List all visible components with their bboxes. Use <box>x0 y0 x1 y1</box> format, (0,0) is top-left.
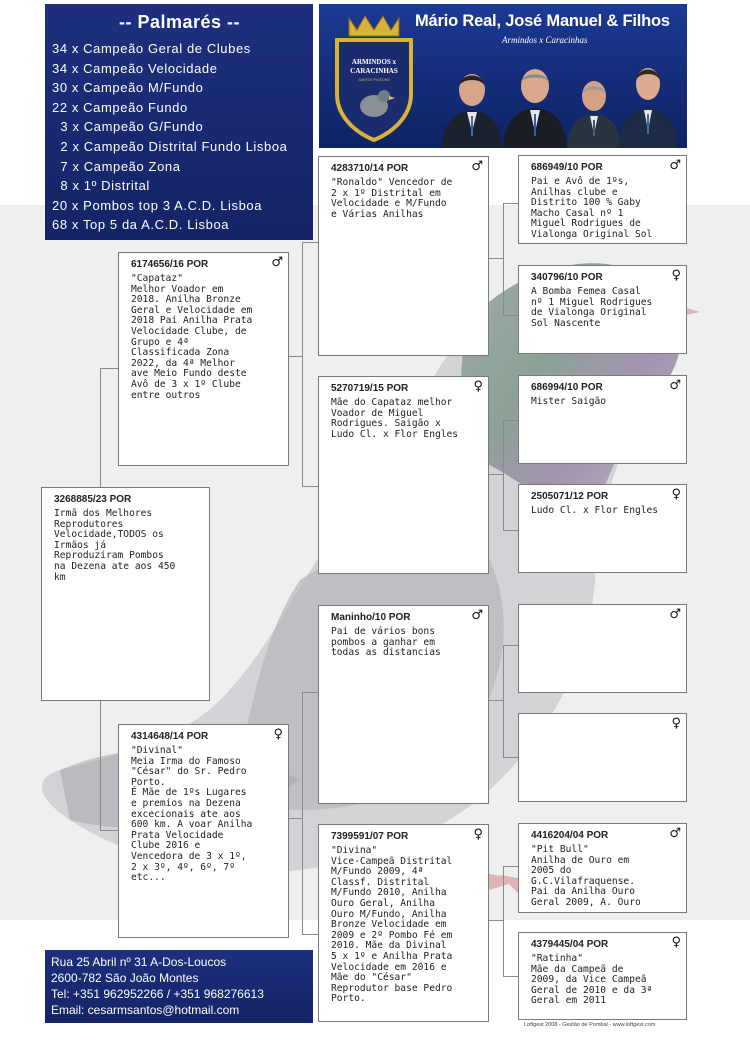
pigeon-card-dds <box>518 823 687 913</box>
contact-postcode-line: 2600-782 São João Montes <box>51 971 199 985</box>
connector-line <box>100 368 101 488</box>
female-symbol-icon: ♀ <box>671 716 681 731</box>
connector-line <box>503 976 519 977</box>
connector-line <box>489 920 503 921</box>
ring-number: 6174656/16 POR <box>131 259 209 270</box>
ring-number: 2505071/12 POR <box>531 491 609 502</box>
connector-line <box>503 866 504 976</box>
pigeon-card-sire-dam <box>318 376 489 574</box>
male-symbol-icon: ♂ <box>669 607 681 622</box>
palmares-item: 3 x Campeão G/Fundo <box>52 119 204 135</box>
connector-line <box>302 242 319 243</box>
connector-line <box>489 474 503 475</box>
pigeon-description: "Divina" Vice-Campeã Distrital M/Fundo 2009, 4ª Classf. Distrital M/Fundo 2010, Anilha Ouro Geral, Anilha Ouro M/Fundo, Anilha Bronze Velocidade em 2009 e 2º Pombo Fé em 2010. Mãe da Divinal 5 x 1º e Anilha Prata Velocidade em 2016 e Mãe do "César" Reprodutor base Pedro Porto. <box>331 845 453 1005</box>
connector-line <box>503 645 504 757</box>
pigeon-description: Mãe do Capataz melhor Voador de Miguel Rodrigues. Saigão x Ludo Cl. x Flor Engles <box>331 397 459 440</box>
palmares-item: 20 x Pombos top 3 A.C.D. Lisboa <box>52 197 263 213</box>
male-symbol-icon: ♂ <box>669 378 681 393</box>
pigeon-card-ssd <box>518 265 687 354</box>
connector-line <box>100 700 101 830</box>
banner-subtitle: Armindos x Caracinhas <box>502 35 588 45</box>
ring-number: 4314648/14 POR <box>131 731 209 742</box>
ring-number: 686949/10 POR <box>531 162 603 173</box>
ring-number: 4379445/04 POR <box>531 939 609 950</box>
ring-number: 686994/10 POR <box>531 382 603 393</box>
pigeon-description: Pai e Avô de 1ºs, Anilhas clube e Distrito 100 % Gaby Macho Casal nº 1 Miguel Rodrigues de Vialonga Original Sol <box>531 176 653 240</box>
connector-line <box>100 368 119 369</box>
female-symbol-icon: ♀ <box>273 727 283 742</box>
crest-text-2: CARACINHAS <box>350 67 398 75</box>
palmares-item: 2 x Campeão Distrital Fundo Lisboa <box>52 138 288 154</box>
connector-line <box>289 356 302 357</box>
palmares-item: 22 x Campeão Fundo <box>52 99 188 115</box>
connector-line <box>289 818 302 819</box>
palmares-item: 8 x 1º Distrital <box>52 178 150 194</box>
pigeon-card-dam-sire <box>318 605 489 804</box>
connector-line <box>503 420 519 421</box>
connector-line <box>302 692 319 693</box>
male-symbol-icon: ♂ <box>271 255 283 270</box>
female-symbol-icon: ♀ <box>473 379 483 394</box>
ring-number: 3268885/23 POR <box>54 494 132 505</box>
ring-number: Maninho/10 POR <box>331 612 411 623</box>
connector-line <box>503 420 504 530</box>
palmares-item: 7 x Campeão Zona <box>52 158 181 174</box>
female-symbol-icon: ♀ <box>473 827 483 842</box>
female-symbol-icon: ♀ <box>671 487 681 502</box>
pigeon-card-dam <box>118 724 289 938</box>
connector-line <box>503 203 519 204</box>
male-symbol-icon: ♂ <box>471 159 483 174</box>
palmares-list <box>52 39 307 235</box>
pigeon-description: Mister Saigão <box>531 396 607 407</box>
pigeon-description: A Bomba Femea Casal nº 1 Miguel Rodrigues de Vialonga Original Sol Nascente <box>531 286 653 329</box>
loft-crest-logo <box>329 14 419 142</box>
connector-line <box>489 700 503 701</box>
pigeon-description: "Ratinha" Mãe da Campeã de 2009, da Vice Campeã Geral de 2010 e da 3ª Geral em 2011 <box>531 953 653 1007</box>
crest-text-3: SANTOS PIGEONS <box>358 78 390 82</box>
connector-line <box>302 934 319 935</box>
male-symbol-icon: ♂ <box>471 608 483 623</box>
pigeon-card-ddd <box>518 932 687 1020</box>
contact-box <box>45 950 313 1023</box>
ring-number: 4416204/04 POR <box>531 830 609 841</box>
pigeon-card-sdd <box>518 484 687 573</box>
pigeon-card-sds <box>518 375 687 464</box>
female-symbol-icon: ♀ <box>671 935 681 950</box>
palmares-item: 34 x Campeão Velocidade <box>52 60 218 76</box>
pigeon-description: Ludo Cl. x Flor Engles <box>531 505 659 516</box>
connector-line <box>302 242 303 486</box>
connector-line <box>503 530 519 531</box>
connector-line <box>503 203 504 315</box>
female-symbol-icon: ♀ <box>671 268 681 283</box>
crest-text-1: ARMINDOS x <box>351 58 397 66</box>
pigeon-description: "Capataz" Melhor Voador em 2018. Anilha Bronze Geral e Velocidade em 2018 Pai Anilha Prata Velocidade Clube, de Grupo e 4ª Classificada Zona 2022, da 4ª Melhor ave Meio Fundo deste Avô de 3 x 1º Clube entre outros <box>131 273 253 401</box>
palmares-item: 30 x Campeão M/Fundo <box>52 80 204 96</box>
palmares-item: 34 x Campeão Geral de Clubes <box>52 41 251 56</box>
ring-number: 340796/10 POR <box>531 272 603 283</box>
pigeon-description: Irmã dos Melhores Reprodutores Velocidade,TODOS os Irmãos já Reproduziram Pombos na Dezena ate aos 450 km <box>54 508 176 583</box>
header-banner <box>319 4 687 148</box>
footer-credit: Loftgest 2008 - Gestão de Pombal - www.loftgest.com <box>524 1022 656 1028</box>
pigeon-card-dsd <box>518 713 687 802</box>
pigeon-card-dam-dam <box>318 824 489 1022</box>
connector-line <box>302 486 319 487</box>
pigeon-card-sss <box>518 155 687 244</box>
ring-number: 7399591/07 POR <box>331 831 409 842</box>
contact-phone: Tel: +351 962952266 / +351 968276613 <box>51 987 264 1001</box>
male-symbol-icon: ♂ <box>669 826 681 841</box>
connector-line <box>489 258 503 259</box>
pigeon-card-subject <box>41 487 210 701</box>
connector-line <box>503 315 519 316</box>
connector-line <box>503 757 519 758</box>
banner-title: Mário Real, José Manuel & Filhos <box>415 12 670 30</box>
person-photo <box>499 48 571 148</box>
pigeon-card-sire <box>118 252 289 466</box>
connector-line <box>100 830 119 831</box>
pigeon-description: "Ronaldo" Vencedor de 2 x 1º Distrital em Velocidade e M/Fundo e Várias Anilhas <box>331 177 453 220</box>
contact-address-line: Rua 25 Abril nº 31 A-Dos-Loucos <box>51 955 227 969</box>
palmares-item: 68 x Top 5 da A.C.D. Lisboa <box>52 217 230 233</box>
contact-email: Email: cesarmsantos@hotmail.com <box>51 1003 240 1017</box>
connector-line <box>302 692 303 934</box>
male-symbol-icon: ♂ <box>669 158 681 173</box>
pigeon-description: "Pit Bull" Anilha de Ouro em 2005 do G.C.Vilafraquense. Pai da Anilha Ouro Geral 2009, A. Ouro <box>531 844 641 908</box>
person-photo <box>615 44 681 148</box>
person-photo <box>437 56 507 148</box>
connector-line <box>503 645 519 646</box>
ring-number: 4283710/14 POR <box>331 163 409 174</box>
ring-number: 5270719/15 POR <box>331 383 409 394</box>
pigeon-card-sire-sire <box>318 156 489 356</box>
connector-line <box>503 866 519 867</box>
palmares-box <box>45 4 313 240</box>
pigeon-description: "Divinal" Meia Irma do Famoso "César" do Sr. Pedro Porto. É Mãe de 1ºs Lugares e premios na Dezena excecionais ate aos 600 km. A voar Anilha Prata Velocidade Clube 2016 e Vencedora de 3 x 1º, 2 x 3º, 4º, 6º, 7º etc... <box>131 745 253 884</box>
pigeon-description: Pai de vários bons pombos a ganhar em todas as distancias <box>331 626 441 659</box>
pigeon-card-dss <box>518 604 687 693</box>
palmares-title: -- Palmarés -- <box>118 12 241 32</box>
